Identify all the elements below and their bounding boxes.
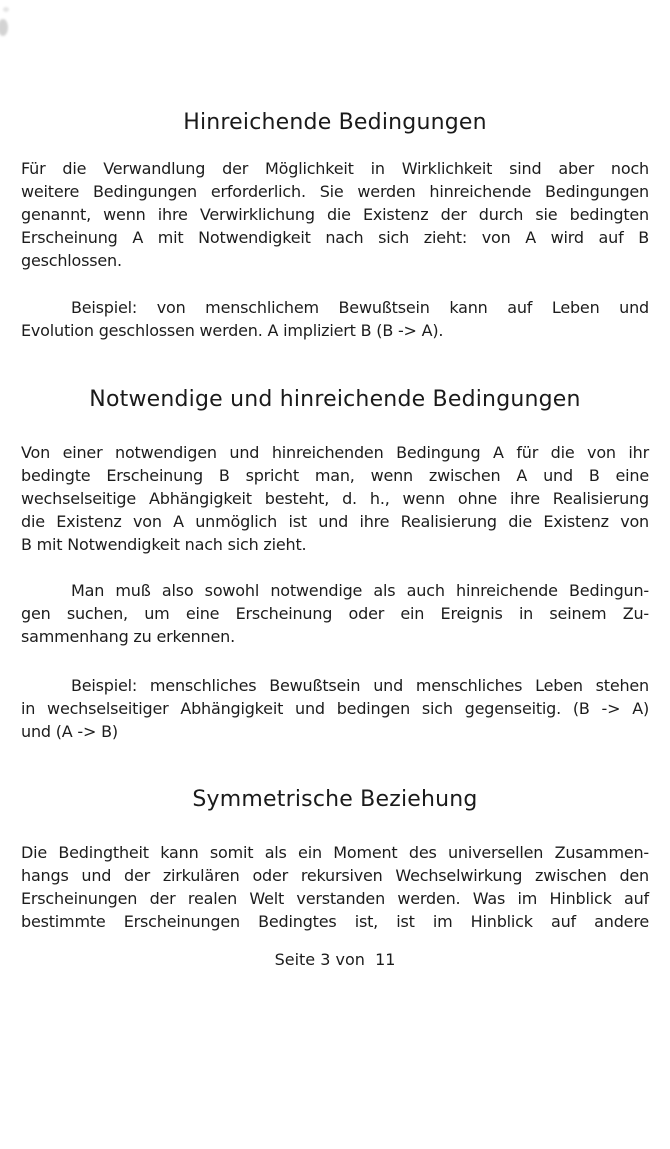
- text-line: in wechselseitiger Abhängigkeit und bedingen sich gegenseitig. (B -> A): [21, 699, 649, 718]
- section-heading-symmetrische-beziehung: Symmetrische Beziehung: [192, 787, 478, 812]
- text-line: sammenhang zu erkennen.: [21, 627, 235, 646]
- text-line: bestimmte Erscheinungen Bedingtes ist, ist im Hinblick auf andere: [21, 912, 649, 931]
- text-line: die Existenz von A unmöglich ist und ihre Realisierung die Existenz von: [21, 512, 649, 531]
- text-line: gen suchen, um eine Erscheinung oder ein Ereignis in seinem Zu-: [21, 604, 649, 623]
- text-line: und (A -> B): [21, 722, 118, 741]
- paragraph-beispiel-1: [21, 296, 649, 342]
- paragraph-beispiel-2: [21, 674, 649, 743]
- text-line: Beispiel: von menschlichem Bewußtsein kann auf Leben und: [71, 298, 649, 317]
- text-line: genannt, wenn ihre Verwirklichung die Existenz der durch sie bedingten: [21, 205, 649, 224]
- text-line: Die Bedingtheit kann somit als ein Moment des universellen Zusammen-: [21, 843, 649, 862]
- text-line: geschlossen.: [21, 251, 122, 270]
- page-number: Seite 3 von 11: [274, 950, 396, 969]
- scan-artifact-smudge: [0, 19, 8, 36]
- text-line: weitere Bedingungen erforderlich. Sie werden hinreichende Bedingungen: [21, 182, 649, 201]
- paragraph-hinreichende-intro: [21, 157, 649, 272]
- section-heading-hinreichende-bedingungen: Hinreichende Bedingungen: [183, 110, 487, 135]
- text-line: bedingte Erscheinung B spricht man, wenn zwischen A und B eine: [21, 466, 649, 485]
- text-line: wechselseitige Abhängigkeit besteht, d. h., wenn ohne ihre Realisierung: [21, 489, 649, 508]
- text-line: Für die Verwandlung der Möglichkeit in Wirklichkeit sind aber noch: [21, 159, 649, 178]
- text-line: B mit Notwendigkeit nach sich zieht.: [21, 535, 307, 554]
- text-line: Evolution geschlossen werden. A impliziert B (B -> A).: [21, 321, 444, 340]
- paragraph-notwendige-intro: [21, 441, 649, 556]
- paragraph-bedingtheit: [21, 841, 649, 933]
- text-line: Beispiel: menschliches Bewußtsein und menschliches Leben stehen: [71, 676, 649, 695]
- scan-artifact-dot: [3, 7, 9, 12]
- text-line: Man muß also sowohl notwendige als auch hinreichende Bedingun-: [71, 581, 649, 600]
- text-line: Erscheinung A mit Notwendigkeit nach sich zieht: von A wird auf B: [21, 228, 649, 247]
- paragraph-man-muss: [21, 579, 649, 648]
- text-line: hangs und der zirkulären oder rekursiven Wechselwirkung zwischen den: [21, 866, 649, 885]
- text-line: Erscheinungen der realen Welt verstanden werden. Was im Hinblick auf: [21, 889, 649, 908]
- section-heading-notwendige-und-hinreichende: Notwendige und hinreichende Bedingungen: [89, 387, 581, 412]
- text-line: Von einer notwendigen und hinreichenden Bedingung A für die von ihr: [21, 443, 649, 462]
